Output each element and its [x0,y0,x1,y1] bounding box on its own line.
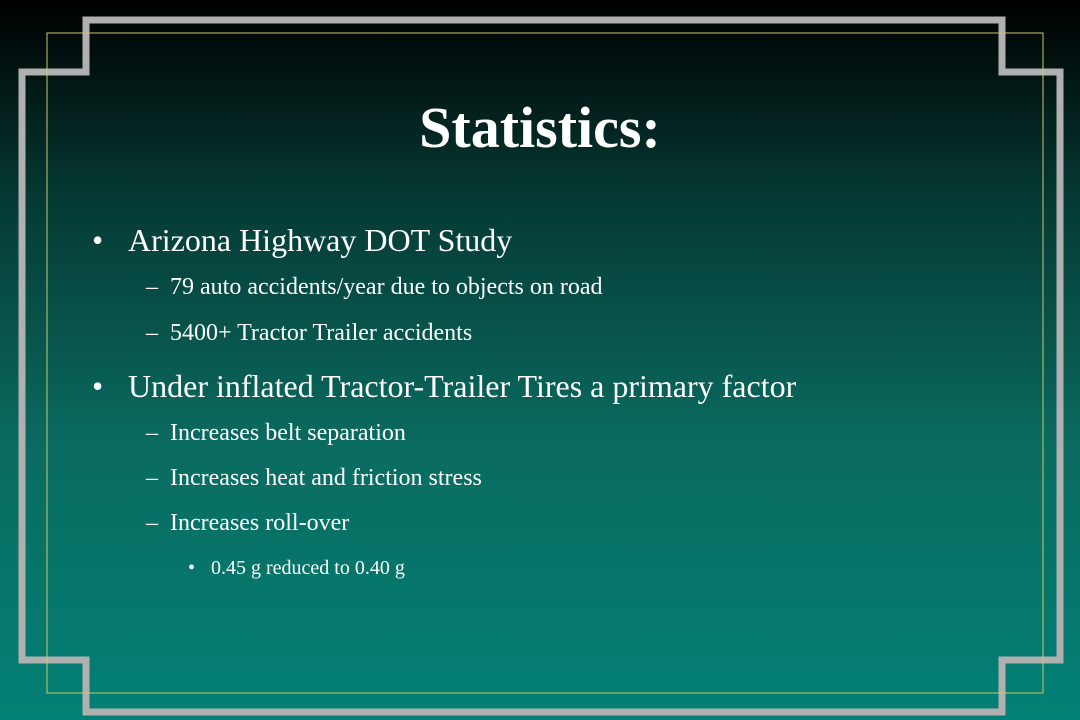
dash-marker: – [146,510,158,536]
sub-point-2-1: Increases belt separation [170,420,406,446]
sub-point-2-2: Increases heat and friction stress [170,465,482,491]
sub-point-2-3: Increases roll-over [170,510,350,536]
dash-marker: – [146,274,158,300]
slide-title: Statistics: [419,95,661,160]
bullet-point-1: Arizona Highway DOT Study [128,222,513,258]
sub-point-1-1: 79 auto accidents/year due to objects on road [170,274,603,300]
bullet-marker: • [188,557,196,579]
sub-sub-point-2-3-1: 0.45 g reduced to 0.40 g [211,557,405,579]
sub-point-1-2: 5400+ Tractor Trailer accidents [170,320,473,346]
bullet-marker: • [92,222,104,258]
bullet-marker: • [92,368,104,404]
bullet-point-2: Under inflated Tractor-Trailer Tires a primary factor [128,368,797,404]
dash-marker: – [146,320,158,346]
dash-marker: – [146,465,158,491]
dash-marker: – [146,420,158,446]
